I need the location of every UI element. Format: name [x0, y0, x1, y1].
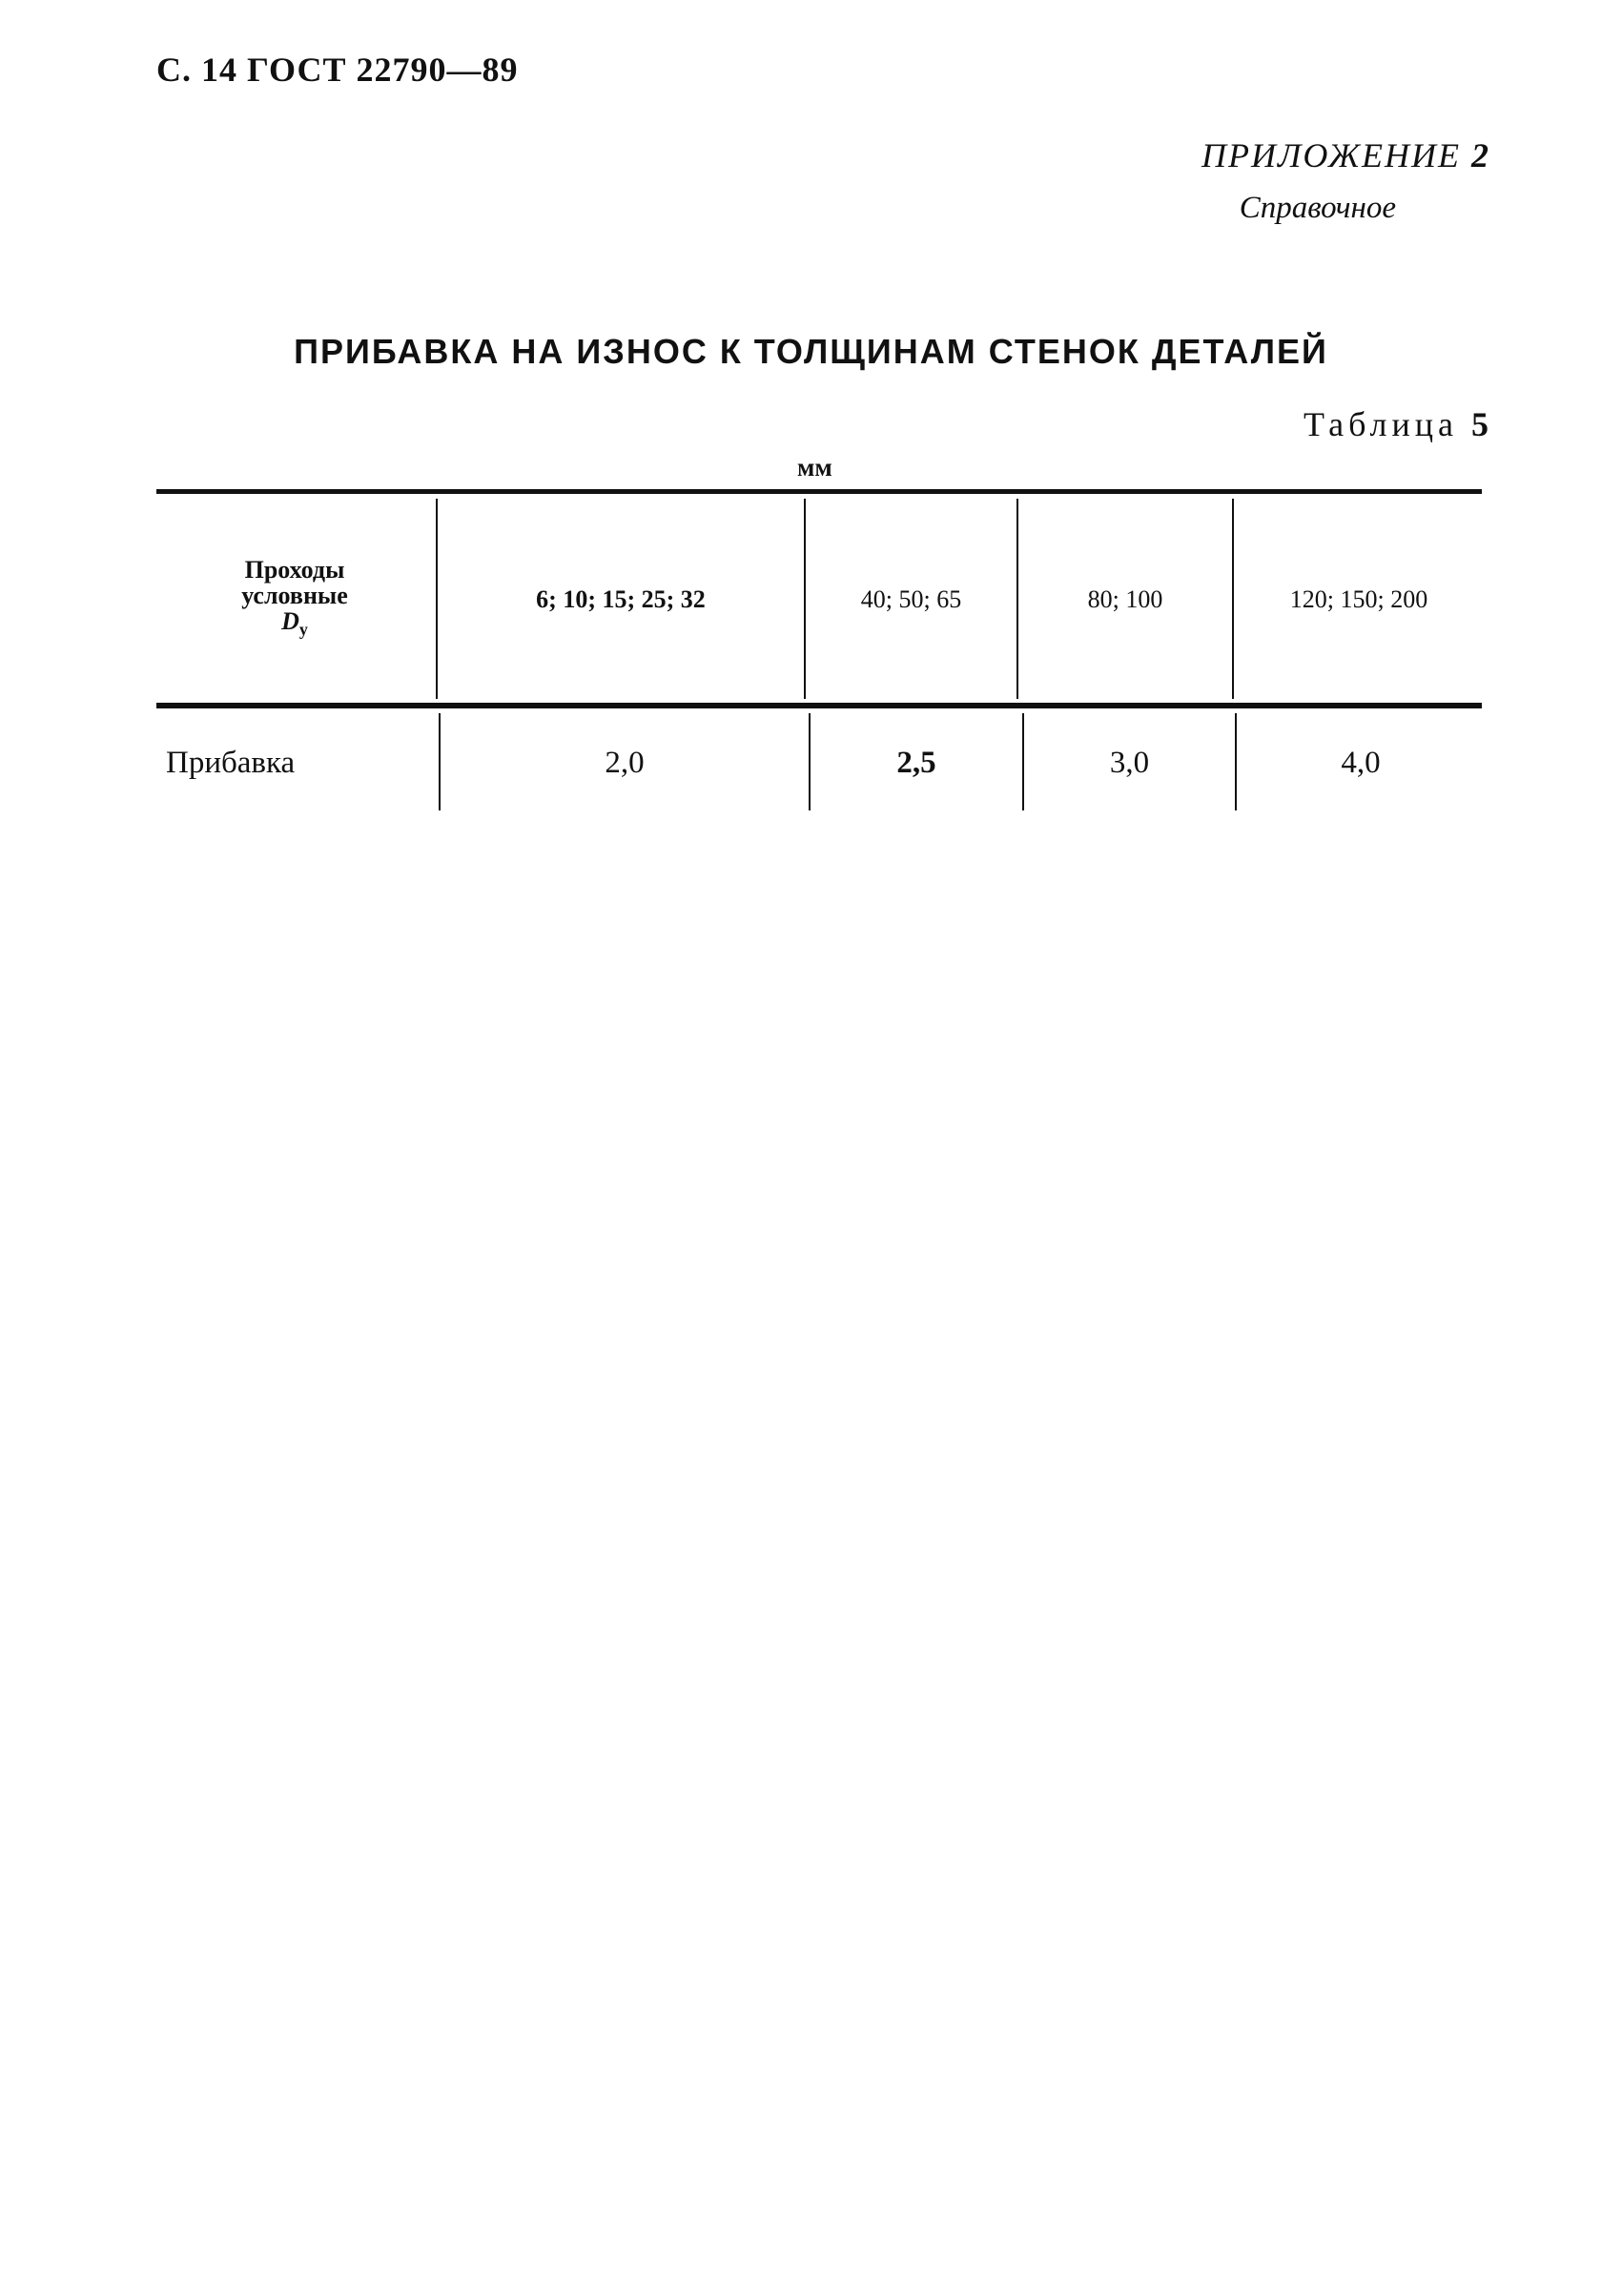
table-row-header-label: [156, 499, 433, 701]
row-header-line2: условные: [241, 581, 348, 609]
symbol-subscript: у: [298, 620, 308, 640]
table-value-cell: 3,0: [1109, 745, 1150, 780]
table-header-cell: 120; 150; 200: [1289, 585, 1428, 613]
page-header: С. 14 ГОСТ 22790—89: [156, 51, 519, 89]
table-value-cell: 2,0: [605, 745, 645, 780]
table-units: мм: [797, 453, 832, 482]
table-number: 5: [1471, 405, 1489, 443]
row-header-line1: Проходы: [244, 555, 345, 584]
table-header-cell: 6; 10; 15; 25; 32: [536, 585, 706, 613]
table-label-prefix: Таблица: [1304, 405, 1471, 443]
table-header-rule: [156, 703, 1482, 708]
table-value-cell: 2,5: [896, 745, 936, 780]
nominal-diameter-symbol: [281, 608, 308, 643]
table-row-label: Прибавка: [166, 745, 296, 780]
table-label: [1304, 404, 1489, 444]
table-header-cell: 80; 100: [1087, 585, 1163, 613]
table-top-rule: [156, 489, 1482, 494]
appendix-title-prefix: ПРИЛОЖЕНИЕ: [1201, 136, 1471, 174]
document-title: ПРИБАВКА НА ИЗНОС К ТОЛЩИНАМ СТЕНОК ДЕТАЛЕЙ: [294, 332, 1328, 371]
table-header-cell: 40; 50; 65: [860, 585, 962, 613]
appendix-title: [1201, 135, 1490, 175]
symbol-letter: D: [281, 606, 299, 635]
appendix-number: 2: [1471, 136, 1490, 174]
table-value-cell: 4,0: [1341, 745, 1381, 780]
appendix-type: Справочное: [1239, 191, 1396, 225]
